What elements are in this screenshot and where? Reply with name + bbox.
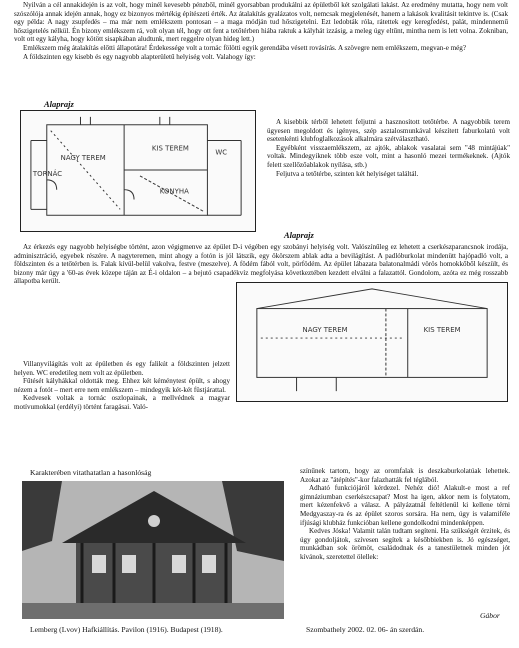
paragraph: Kedves Jóska! Valamit talán tudtam segíteni. Ha szükségét érzitek, és úgy gondoljátok, szívesen segítek a későbbiekben is. Jó egészséget, munkádban sok örömöt, családodnak és a tanestületnek minden jót kívánok, szeretettel ölellek:: [300, 527, 510, 561]
intro-text: [14, 1, 508, 61]
date-line: Szombathely 2002. 02. 06- án szerdán.: [306, 625, 425, 634]
plan1-label: Alaprajz: [44, 99, 74, 109]
floor-plan-ground-sketch: [20, 110, 256, 232]
right-column-text-2: [300, 467, 510, 562]
plan2-room-label: KIS TEREM: [423, 326, 461, 335]
paragraph: Villanyvilágítás volt az épületben és egy falikút a földszinten jelzett helyen. WC eredetileg nem volt az épületben.: [14, 360, 230, 377]
paragraph: A földszinten egy kisebb és egy nagyobb alapterületű helyiség volt. Valahogy így:: [23, 52, 256, 61]
paragraph: Emlékszem még átalakítás előtti állapotára! Érdekessége volt a tornác fölötti egyik gerendába vésett rovásírás. A szövegre nem emlékszem, megvan-e még?: [23, 43, 466, 52]
plan1-room-label: TORNÁC: [32, 169, 63, 178]
plan1-room-label: KONYHA: [159, 187, 189, 196]
pavilion-photo: [22, 481, 284, 619]
paragraph: Kedvesek voltak a tornác oszlopainak, a mellvédnek a magyar motívumokkal (erdélyi) történt faragásai. Való-: [14, 394, 230, 411]
paragraph: Fűtését kályhákkal oldották meg. Ehhez két kéménytest épült, s ahogy nézem a fotót – mert erre nem emlékszem – mindegyik két-két füstjárattal.: [14, 377, 230, 394]
photo-caption: Lemberg (Lvov) Hafkiállítás. Pavilon (1916). Budapest (1918).: [30, 625, 223, 634]
signature: Gábor: [480, 611, 500, 620]
paragraph: [14, 243, 508, 286]
mid-text-top: [14, 243, 508, 286]
left-column-text: [14, 282, 230, 452]
paragraph: Feljutva a tetőtérbe, szinten két helyiséget találtál.: [276, 169, 419, 178]
floor-plan-attic-sketch: [236, 282, 508, 402]
photo-heading: Karakterében vitathatatlan a hasonlóság: [30, 468, 152, 477]
paragraph-text: Az érkezés egy nagyobb helyiségbe történt, azon végigmenve az épület D-i végében egy szobányi helyiség volt. Valószínűleg ez lehetett a cserkészparancsnok irodája, adminisztráció, egyebek részére. A nagyteremen, mint ahogy a fotón is jól látszik, egy ökörszem ablak adta a bevilágítást. A padlóburkolat mindenütt hajópadló volt, a földszinten és a tetőtérben is. Falak kívül-belül vakolva, festve (meszelve). A födém fából volt, pörfödém. Az épület lábazata balatonalmádi vörös homokkőből készült, és bizony már úgy a '60-as évek közepe táján az É-i oldalon – a bejutó csapadékvíz megfolyása következtében kezdett elválni a falazattól. Gondolom, azóta ez még rosszabb állapotba került.: [14, 243, 508, 286]
right-column-text-1: [267, 118, 510, 178]
paragraph: színűnek tartom, hogy az oromfalak is deszkaburkolatúak lehettek. Azokat az "átépítés"-kor falazhatták fel téglából.: [300, 467, 510, 484]
plan1-room-label: WC: [215, 148, 228, 157]
plan1-room-label: NAGY TEREM: [60, 154, 106, 163]
plan2-room-label: NAGY TEREM: [302, 326, 348, 335]
paragraph: Egyébként visszaemlékszem, az ajtók, ablakok vasalatai sem "48 mintájúak" voltak. Mindegyiknek több esze volt, mint a hasonló mezei termékeknek. (Ajtók felett szellőzőablakok nyílása, stb.): [267, 143, 510, 169]
paragraph: Adható funkciójáról kérdezel. Nehéz dió! Alakult-e most a ref gimnáziumban cserkészcsapat? Most ha igen, akkor nem is folytatom, mert kézenfekvő a válasz. A pályázatnál feltétlenül ki kellene térni Medgyaszay-ra és az épület szoros sorsára. Ha nem, úgy is valamiféle ifjúsági klubház funkcióban kellene gondolkodni mindenképpen.: [300, 484, 510, 527]
paragraph: A kisebbik térből lehetett feljutni a hasznosított tetőtérbe. A nagyobbik terem ügyesen megoldott és igényes, szép asztalosmunkával készített faburkolatú volt esetenkénti klubfoglalkozások alkalmára szétválasztható.: [267, 118, 510, 144]
plan2-label: Alaprajz: [284, 230, 314, 240]
paragraph: Nyilván a cél annakidején is az volt, hogy minél kevesebb pénzből, minél gyorsabban produkálni az épületből két szolgálati lakást. Az eredmény mutatta, hogy nem volt szószólója annak idején annak, hogy ez bizonyos mértékig építészeti érték. Az átalakítás gyalázatos volt, nemcsak megjelenését, hanem a lakások kvalitásit tekintve is. (Csak egy példa: A nagy zsupfedés – ma már nem emlékszem pontosan – a maga módján tud hőszigetelni. Ezt ledobták róla, rátettek egy keregfedést, palát, mindennemű hőszigetelés nélkül. Én bizony emlékszem rá, volt olyan tél, hogy ott fent a tetőtérben hiába raktuk a kályhát izzásig, a meleg úgy eltűnt, mintha nem is lett volna. Zokniban, volt ott egy kályha, hogy kötött sisapkában aludtunk, mert reggelre olyan hideg lett.): [14, 1, 508, 44]
plan1-room-label: KIS TEREM: [151, 144, 189, 153]
